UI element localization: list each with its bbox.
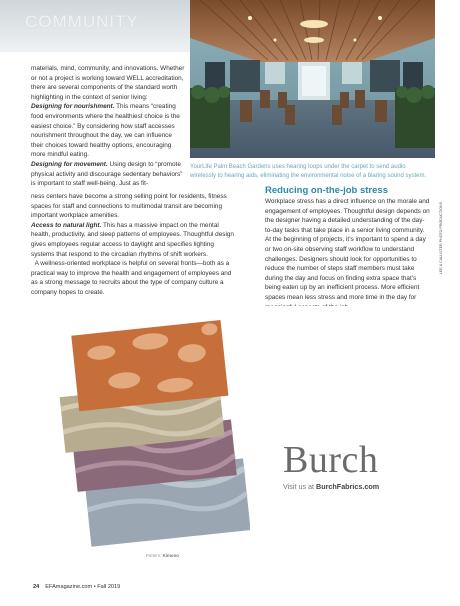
publication-line: EFAmagazine.com • Fall 2019 xyxy=(45,584,121,590)
ad-pattern-prefix: Pattern: xyxy=(146,553,163,558)
interior-photo xyxy=(190,0,435,158)
photo-credit xyxy=(437,200,445,280)
paragraph-fitness: ness centers have become a strong selling point for residents, fitness spaces for staff and connections to multimodal transit are becoming important workplace amenities. xyxy=(31,193,227,220)
inline-heading-nourishment: Designing for nourishment. xyxy=(31,103,115,111)
paragraph-nourishment-text: This means “creating food environments where the healthiest choice is the easiest choice.” By considering how staff accesses nourishment throughout the day, we can influence their choices toward healthy options, encouraging more mindful eating. xyxy=(31,103,180,159)
paragraph-nourishment xyxy=(31,102,185,160)
ad-visit-line xyxy=(283,482,379,491)
article-right-column: Workplace stress has a direct influence on the morale and engagement of employees. Thoughtful design depends on the designer having a detailed understanding of the day-to-day tasks that take place in a senior living community. At the beginning of projects, it’s important to spend a day or two on-site observing staff workflow to understand challenges. Designers should look for opportunities to reduce the number of steps staff members must take during the day and focus on finding extra space that’s being eaten up by an inefficient process. More efficient spaces mean less stress and more time in the day for xyxy=(265,198,430,301)
paragraph-intro: materials, mind, community, and innovations. Whether or not a project is working toward WELL accreditation, there are several components of the standard worth highlighting in the context of senior living: xyxy=(31,65,185,101)
paragraph-movement-text: Using design to “promote physical activity and discourage sedentary behaviors” is important to staff well-being. Just as fit- xyxy=(31,160,183,188)
ad-pattern-label xyxy=(146,553,179,558)
ad-visit-prefix: Visit us at xyxy=(283,482,317,491)
page-footer xyxy=(33,584,120,590)
inline-heading-light: Access to natural light. xyxy=(31,221,102,229)
page-number: 24 xyxy=(33,584,40,590)
fabric-swatches-image xyxy=(50,318,250,550)
paragraph-light xyxy=(31,221,236,259)
paragraph-light-text: This has a massive impact on the mental health, productivity, and sleep patterns of employees. Thoughtful design gives employees regular access to daylight and specifies lighting systems that respond to the circadian rhythms of shift workers. xyxy=(31,221,234,258)
photo-caption: YourLife Palm Beach Gardens uses hearing loops under the carpet to send audio wirelessly to hearing aids, eliminating the environmental noise of a blaring sound system. xyxy=(190,164,427,179)
article-wide-block xyxy=(31,192,236,298)
paragraph-movement xyxy=(31,160,185,189)
ad-visit-link[interactable]: BurchFabrics.com xyxy=(316,482,380,491)
inline-heading-movement: Designing for movement. xyxy=(31,160,108,168)
ad-brand: Burch xyxy=(283,439,379,481)
paragraph-wellness-text: A wellness-oriented workplace is helpful on several fronts—both as a practical way to improve the health and engagement of employees and as a strong message to recruits about the type of company culture a company hopes to create. xyxy=(31,260,232,296)
section-subheading: Reducing on-the-job stress xyxy=(265,185,388,196)
photo-credit-text: LEE & CALLISTER PHOTO PRODUCTIONS xyxy=(439,201,443,275)
fabric-swatches-graphic xyxy=(50,318,250,550)
article-left-column xyxy=(31,64,185,189)
section-label: COMMUNITY xyxy=(25,12,139,31)
paragraph-wellness xyxy=(31,259,236,297)
interior-photo-graphic xyxy=(190,0,435,158)
ad-pattern-name: Kimono xyxy=(162,553,179,558)
